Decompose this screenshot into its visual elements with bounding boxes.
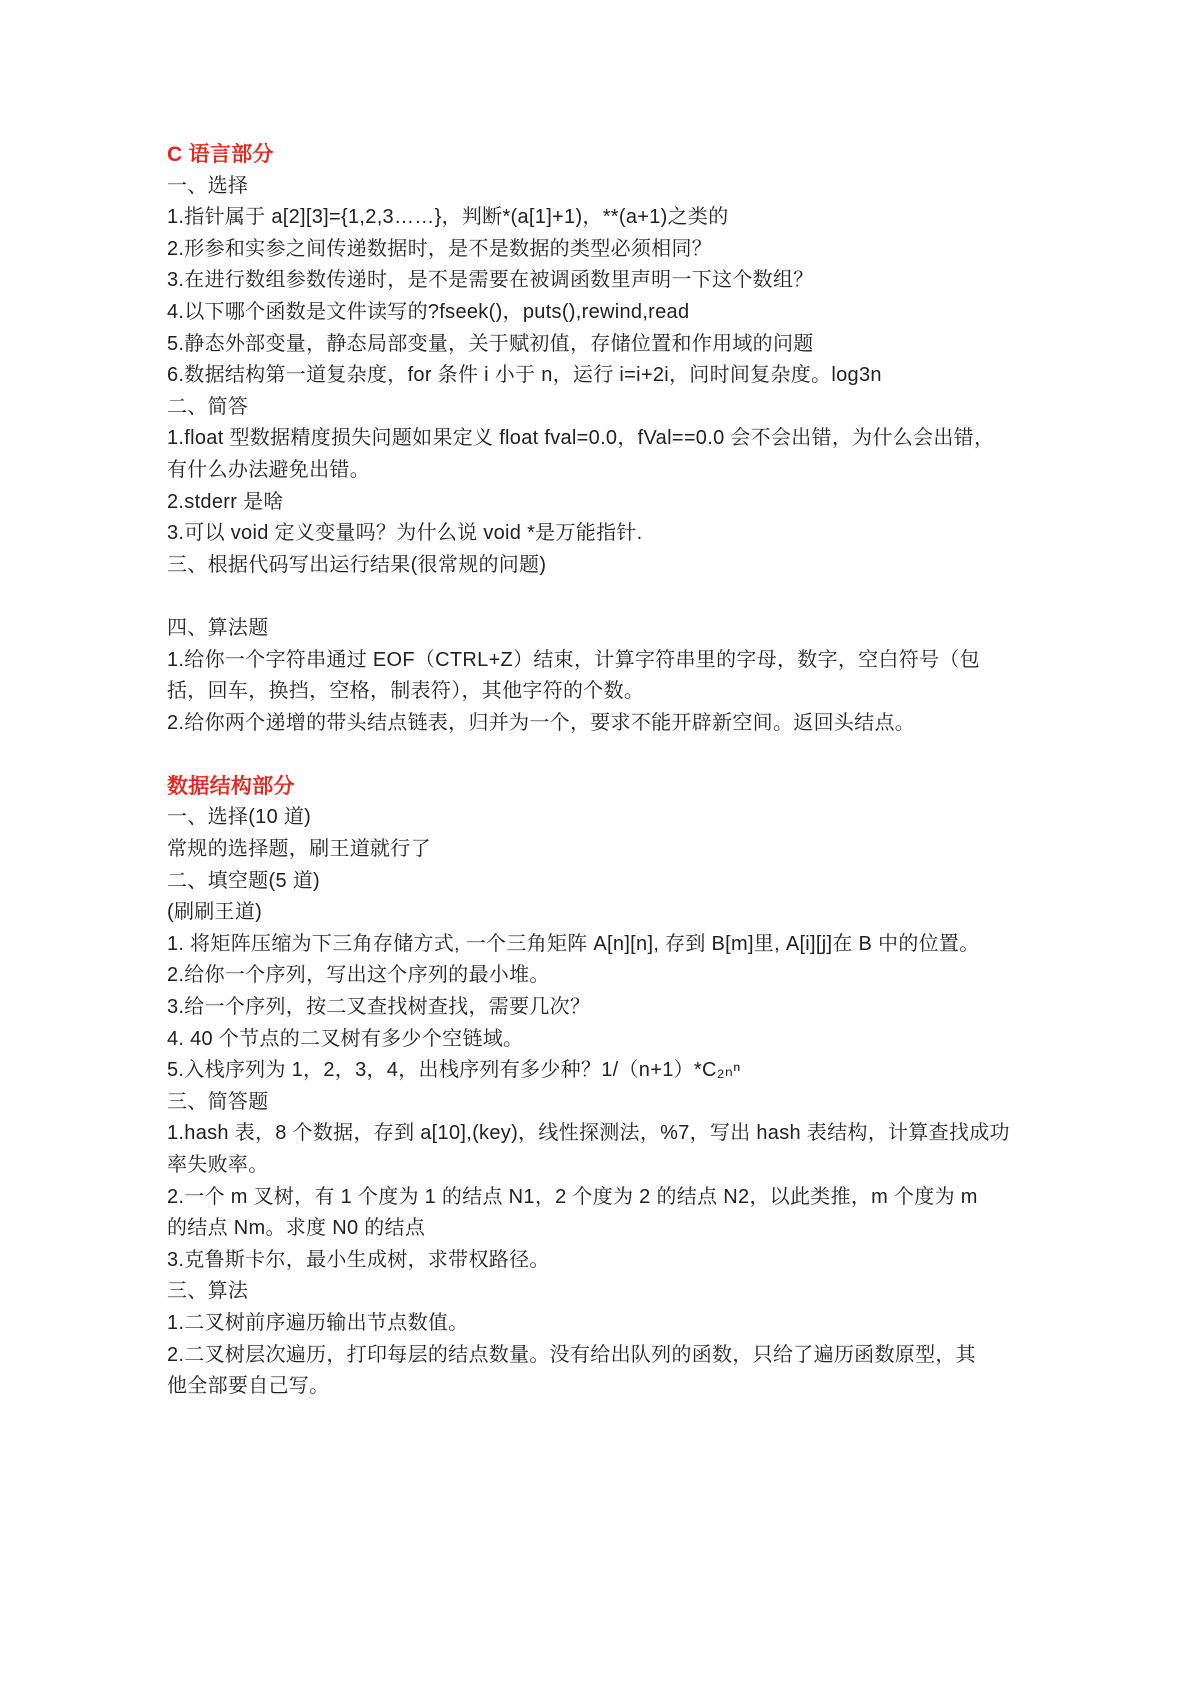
doc-line: 率失败率。 — [167, 1154, 269, 1176]
question-group — [167, 171, 1060, 392]
doc-line: 2.stderr 是啥 — [167, 490, 284, 513]
doc-line: 5.静态外部变量，静态局部变量，关于赋初值，存储位置和作用域的问题 — [167, 332, 814, 355]
doc-line: 2.一个 m 叉树，有 1 个度为 1 的结点 N1，2 个度为 2 的结点 N2，以此类推，m 个度为 m — [167, 1185, 978, 1208]
doc-line: 3.给一个序列，按二叉查找树查找，需要几次？ — [167, 996, 591, 1019]
doc-line: 3.克鲁斯卡尔，最小生成树，求带权路径。 — [167, 1248, 550, 1271]
question-group — [167, 550, 1060, 582]
question-group — [167, 613, 1060, 739]
doc-line: 常规的选择题，刷王道就行了 — [167, 838, 431, 861]
doc-section — [167, 771, 1060, 1403]
doc-line: 4.以下哪个函数是文件读写的?fseek()，puts(),rewind,read — [167, 300, 690, 323]
doc-line: 的结点 Nm。求度 N0 的结点 — [167, 1217, 426, 1240]
doc-line: 2.二叉树层次遍历，打印每层的结点数量。没有给出队列的函数，只给了遍历函数原型，其 — [167, 1343, 976, 1366]
question-group — [167, 392, 1060, 550]
doc-line: 括，回车，换挡，空格，制表符），其他字符的个数。 — [167, 680, 645, 703]
doc-line: 1.float 型数据精度损失问题如果定义 float fval=0.0，fVal==0.0 会不会出错，为什么会出错， — [167, 427, 995, 450]
doc-line: 3.在进行数组参数传递时，是不是需要在被调函数里声明一下这个数组？ — [167, 269, 814, 292]
group-title: 三、根据代码写出运行结果(很常规的问题) — [167, 553, 547, 576]
doc-line: 他全部要自己写。 — [167, 1375, 330, 1398]
doc-line: 1.指针属于 a[2][3]={1,2,3……}，判断*(a[1]+1)，**(a+1)之类的 — [167, 206, 729, 229]
section-heading: C 语言部分 — [167, 143, 274, 166]
doc-line: 2.给你两个递增的带头结点链表，归并为一个，要求不能开辟新空间。返回头结点。 — [167, 711, 916, 734]
doc-line: 有什么办法避免出错。 — [167, 458, 370, 481]
group-title: 四、算法题 — [167, 616, 269, 639]
doc-line: 1. 将矩阵压缩为下三角存储方式, 一个三角矩阵 A[n][n], 存到 B[m]里, A[i][j]在 B 中的位置。 — [167, 932, 980, 955]
group-title: 一、选择 — [167, 174, 249, 197]
group-title: 二、简答 — [167, 395, 249, 418]
doc-line: 1.hash 表，8 个数据，存到 a[10],(key)，线性探测法，%7，写出 hash 表结构，计算查找成功 — [167, 1122, 1010, 1145]
doc-line: 3.可以 void 定义变量吗？为什么说 void *是万能指针. — [167, 522, 643, 545]
section-heading: 数据结构部分 — [167, 774, 295, 798]
question-group — [167, 866, 1060, 1087]
question-group — [167, 802, 1060, 865]
doc-line: (刷刷王道) — [167, 901, 263, 924]
doc-line: 2.形参和实参之间传递数据时，是不是数据的类型必须相同？ — [167, 237, 713, 260]
group-title: 三、算法 — [167, 1280, 249, 1303]
doc-line: 2.给你一个序列，写出这个序列的最小堆。 — [167, 964, 550, 987]
doc-line: 4. 40 个节点的二叉树有多少个空链域。 — [167, 1027, 524, 1050]
doc-section — [167, 139, 1060, 739]
group-title: 一、选择(10 道) — [167, 806, 312, 829]
doc-line: 1.二叉树前序遍历输出节点数值。 — [167, 1311, 469, 1334]
group-title: 三、简答题 — [167, 1090, 269, 1113]
doc-line: 5.入栈序列为 1，2，3，4，出栈序列有多少种？1/（n+1）*C₂ₙⁿ — [167, 1059, 741, 1082]
doc-line: 1.给你一个字符串通过 EOF（CTRL+Z）结束，计算字符串里的字母，数字，空白符号（包 — [167, 648, 980, 671]
doc-line: 6.数据结构第一道复杂度，for 条件 i 小于 n，运行 i=i+2i，问时间复杂度。log3n — [167, 364, 882, 387]
group-title: 二、填空题(5 道) — [167, 869, 320, 892]
question-group — [167, 1276, 1060, 1402]
question-group — [167, 1087, 1060, 1277]
